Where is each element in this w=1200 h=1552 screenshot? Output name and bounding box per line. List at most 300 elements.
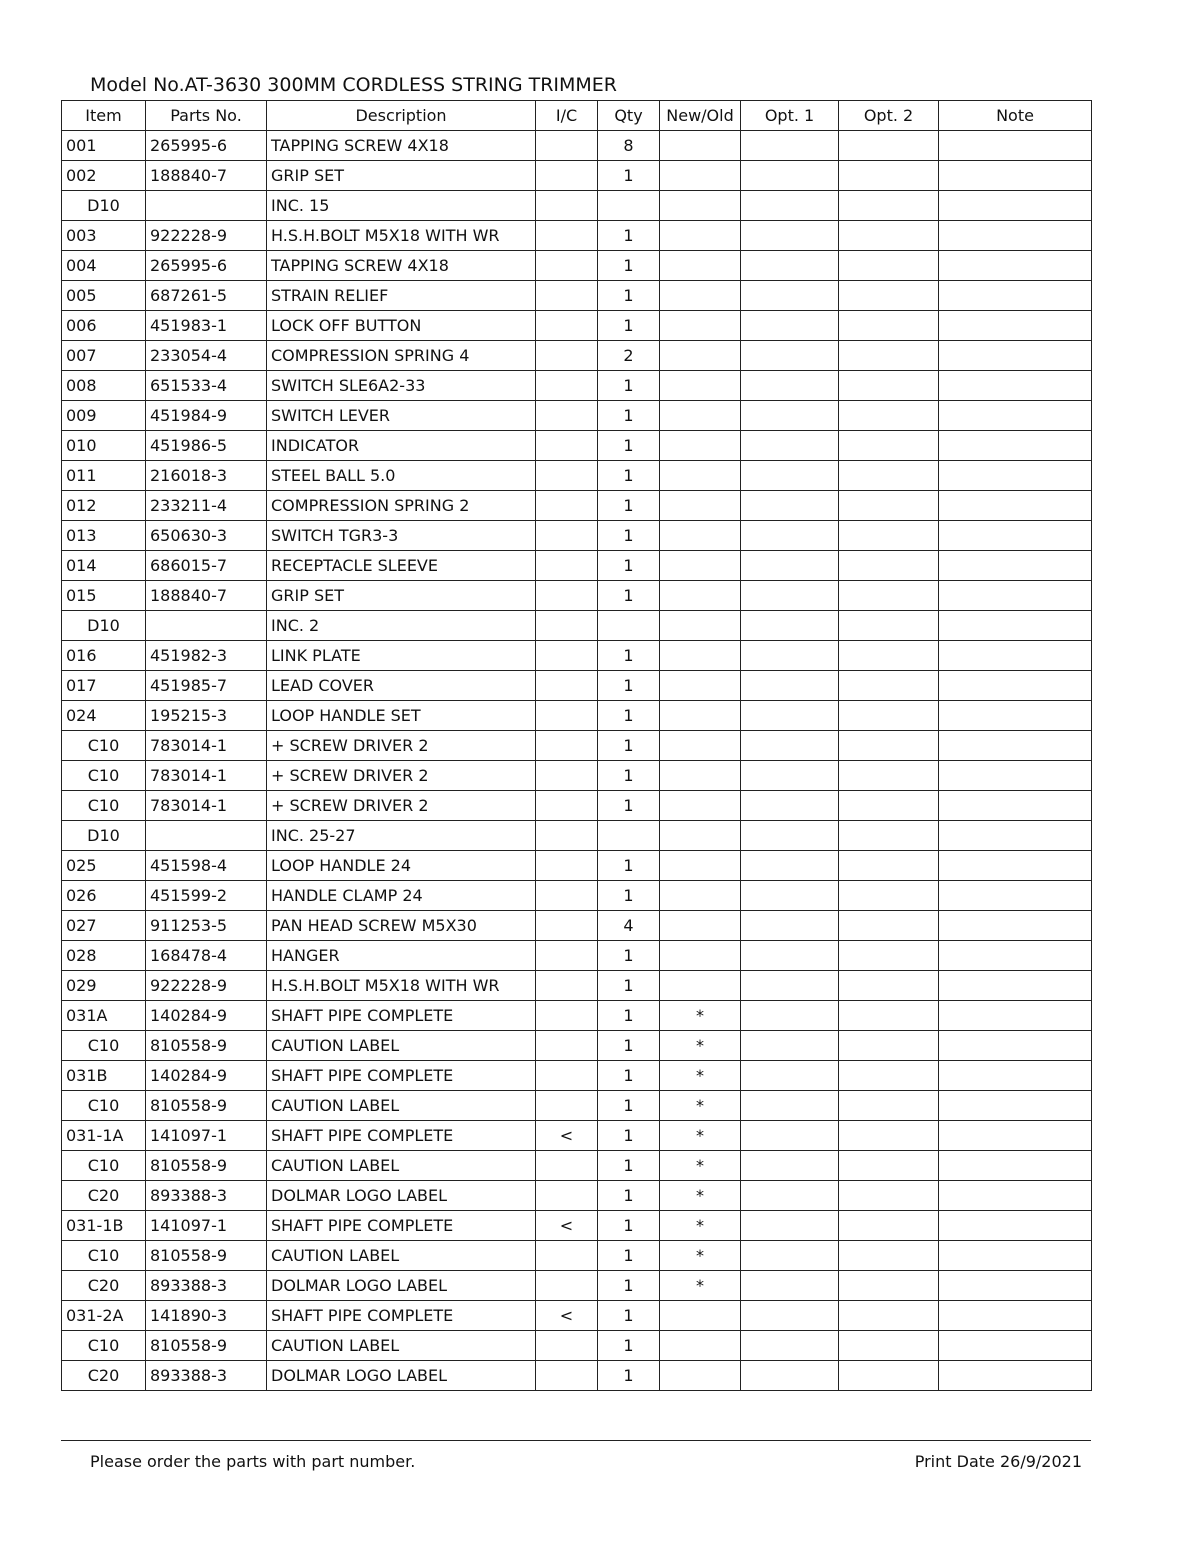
description-cell: STRAIN RELIEF: [267, 281, 536, 311]
qty-cell: 1: [598, 941, 660, 971]
ic-cell: [536, 1241, 598, 1271]
qty-cell: 8: [598, 131, 660, 161]
qty-cell: 1: [598, 251, 660, 281]
note-cell: [939, 791, 1092, 821]
part-number-cell: 451982-3: [146, 641, 267, 671]
opt-1-cell: [741, 701, 839, 731]
opt-2-cell: [839, 521, 939, 551]
table-row: [62, 371, 1092, 401]
qty-cell: 1: [598, 581, 660, 611]
item-cell: 029: [62, 971, 146, 1001]
new-old-cell: *: [660, 1061, 741, 1091]
item-cell: 007: [62, 341, 146, 371]
item-cell: 031-1B: [62, 1211, 146, 1241]
note-cell: [939, 491, 1092, 521]
ic-cell: [536, 851, 598, 881]
new-old-cell: [660, 911, 741, 941]
description-cell: LINK PLATE: [267, 641, 536, 671]
opt-2-cell: [839, 221, 939, 251]
opt-1-cell: [741, 1001, 839, 1031]
ic-cell: [536, 161, 598, 191]
description-cell: TAPPING SCREW 4X18: [267, 251, 536, 281]
opt-1-cell: [741, 1151, 839, 1181]
ic-cell: [536, 1271, 598, 1301]
note-cell: [939, 1091, 1092, 1121]
opt-2-cell: [839, 971, 939, 1001]
part-number-cell: 265995-6: [146, 131, 267, 161]
opt-1-cell: [741, 311, 839, 341]
note-cell: [939, 761, 1092, 791]
qty-cell: 1: [598, 761, 660, 791]
part-number-cell: [146, 191, 267, 221]
description-cell: + SCREW DRIVER 2: [267, 761, 536, 791]
part-number-cell: 451986-5: [146, 431, 267, 461]
ic-cell: [536, 1091, 598, 1121]
opt-2-cell: [839, 1271, 939, 1301]
ic-cell: [536, 401, 598, 431]
opt-1-cell: [741, 1361, 839, 1391]
opt-1-cell: [741, 161, 839, 191]
description-cell: H.S.H.BOLT M5X18 WITH WR: [267, 221, 536, 251]
item-cell: 017: [62, 671, 146, 701]
note-cell: [939, 551, 1092, 581]
ic-cell: [536, 131, 598, 161]
parts-table-body: [62, 131, 1092, 1391]
opt-1-cell: [741, 821, 839, 851]
opt-2-cell: [839, 371, 939, 401]
table-row: [62, 701, 1092, 731]
opt-1-cell: [741, 131, 839, 161]
ic-cell: [536, 281, 598, 311]
ic-cell: [536, 551, 598, 581]
note-cell: [939, 701, 1092, 731]
ic-cell: [536, 371, 598, 401]
note-cell: [939, 821, 1092, 851]
opt-1-cell: [741, 671, 839, 701]
item-cell: 012: [62, 491, 146, 521]
opt-1-cell: [741, 1121, 839, 1151]
table-row: [62, 1091, 1092, 1121]
item-cell: 002: [62, 161, 146, 191]
new-old-cell: [660, 851, 741, 881]
page-title: Model No.AT-3630 300MM CORDLESS STRING TRIMMER: [90, 74, 618, 96]
new-old-cell: *: [660, 1031, 741, 1061]
qty-cell: 1: [598, 401, 660, 431]
part-number-cell: 893388-3: [146, 1181, 267, 1211]
opt-2-cell: [839, 1061, 939, 1091]
part-number-cell: 188840-7: [146, 161, 267, 191]
description-cell: RECEPTACLE SLEEVE: [267, 551, 536, 581]
table-row: [62, 551, 1092, 581]
item-cell: C10: [62, 1331, 146, 1361]
part-number-cell: 783014-1: [146, 761, 267, 791]
part-number-cell: 265995-6: [146, 251, 267, 281]
description-cell: COMPRESSION SPRING 2: [267, 491, 536, 521]
table-row: [62, 1031, 1092, 1061]
item-cell: 025: [62, 851, 146, 881]
item-cell: 028: [62, 941, 146, 971]
description-cell: INDICATOR: [267, 431, 536, 461]
table-row: [62, 431, 1092, 461]
note-cell: [939, 611, 1092, 641]
item-cell: 005: [62, 281, 146, 311]
qty-cell: 1: [598, 491, 660, 521]
part-number-cell: 911253-5: [146, 911, 267, 941]
opt-2-cell: [839, 401, 939, 431]
item-cell: C20: [62, 1271, 146, 1301]
description-cell: STEEL BALL 5.0: [267, 461, 536, 491]
ic-cell: <: [536, 1211, 598, 1241]
table-row: [62, 821, 1092, 851]
note-cell: [939, 671, 1092, 701]
opt-2-cell: [839, 611, 939, 641]
qty-cell: 1: [598, 1091, 660, 1121]
part-number-cell: 140284-9: [146, 1001, 267, 1031]
item-cell: 009: [62, 401, 146, 431]
item-cell: 015: [62, 581, 146, 611]
table-row: [62, 761, 1092, 791]
item-cell: C20: [62, 1181, 146, 1211]
part-number-cell: 216018-3: [146, 461, 267, 491]
opt-1-cell: [741, 401, 839, 431]
item-cell: C10: [62, 1091, 146, 1121]
new-old-cell: [660, 641, 741, 671]
opt-2-cell: [839, 881, 939, 911]
description-cell: PAN HEAD SCREW M5X30: [267, 911, 536, 941]
item-cell: 031B: [62, 1061, 146, 1091]
qty-cell: 1: [598, 1361, 660, 1391]
description-cell: GRIP SET: [267, 581, 536, 611]
item-cell: C10: [62, 1241, 146, 1271]
qty-cell: 1: [598, 1181, 660, 1211]
ic-cell: [536, 611, 598, 641]
opt-2-cell: [839, 1001, 939, 1031]
table-row: [62, 1001, 1092, 1031]
ic-cell: [536, 1061, 598, 1091]
table-row: [62, 1121, 1092, 1151]
opt-1-cell: [741, 221, 839, 251]
order-note: Please order the parts with part number.: [90, 1452, 416, 1471]
part-number-cell: 141097-1: [146, 1121, 267, 1151]
table-row: [62, 581, 1092, 611]
opt-2-cell: [839, 671, 939, 701]
table-row: [62, 491, 1092, 521]
opt-1-cell: [741, 371, 839, 401]
description-cell: SHAFT PIPE COMPLETE: [267, 1001, 536, 1031]
description-cell: CAUTION LABEL: [267, 1241, 536, 1271]
description-cell: DOLMAR LOGO LABEL: [267, 1181, 536, 1211]
note-cell: [939, 1031, 1092, 1061]
description-cell: DOLMAR LOGO LABEL: [267, 1271, 536, 1301]
table-row: [62, 851, 1092, 881]
item-cell: 006: [62, 311, 146, 341]
opt-1-cell: [741, 1181, 839, 1211]
part-number-cell: 783014-1: [146, 791, 267, 821]
new-old-cell: *: [660, 1151, 741, 1181]
table-row: [62, 341, 1092, 371]
opt-1-cell: [741, 911, 839, 941]
item-cell: 031-1A: [62, 1121, 146, 1151]
parts-table: [61, 100, 1092, 1391]
description-cell: LEAD COVER: [267, 671, 536, 701]
opt-2-cell: [839, 551, 939, 581]
opt-2-cell: [839, 1331, 939, 1361]
opt-2-cell: [839, 911, 939, 941]
note-cell: [939, 341, 1092, 371]
opt-2-cell: [839, 791, 939, 821]
description-cell: SWITCH TGR3-3: [267, 521, 536, 551]
qty-cell: 1: [598, 431, 660, 461]
item-cell: 004: [62, 251, 146, 281]
opt-1-cell: [741, 341, 839, 371]
column-header-description: Description: [267, 101, 536, 131]
ic-cell: [536, 881, 598, 911]
part-number-cell: 451984-9: [146, 401, 267, 431]
qty-cell: 1: [598, 1001, 660, 1031]
new-old-cell: [660, 281, 741, 311]
ic-cell: [536, 1331, 598, 1361]
opt-2-cell: [839, 1301, 939, 1331]
table-row: [62, 161, 1092, 191]
table-header-row: [62, 101, 1092, 131]
part-number-cell: 451985-7: [146, 671, 267, 701]
qty-cell: 1: [598, 791, 660, 821]
opt-1-cell: [741, 1061, 839, 1091]
new-old-cell: *: [660, 1121, 741, 1151]
description-cell: H.S.H.BOLT M5X18 WITH WR: [267, 971, 536, 1001]
ic-cell: [536, 311, 598, 341]
footer-divider: [61, 1440, 1091, 1441]
opt-2-cell: [839, 641, 939, 671]
ic-cell: [536, 731, 598, 761]
note-cell: [939, 881, 1092, 911]
column-header-qty: Qty: [598, 101, 660, 131]
opt-1-cell: [741, 1271, 839, 1301]
table-row: [62, 911, 1092, 941]
item-cell: 013: [62, 521, 146, 551]
opt-2-cell: [839, 581, 939, 611]
new-old-cell: [660, 971, 741, 1001]
ic-cell: [536, 191, 598, 221]
ic-cell: [536, 761, 598, 791]
part-number-cell: 810558-9: [146, 1241, 267, 1271]
new-old-cell: [660, 161, 741, 191]
description-cell: SHAFT PIPE COMPLETE: [267, 1121, 536, 1151]
column-header-note: Note: [939, 101, 1092, 131]
part-number-cell: 233211-4: [146, 491, 267, 521]
new-old-cell: [660, 611, 741, 641]
ic-cell: [536, 941, 598, 971]
table-row: [62, 221, 1092, 251]
new-old-cell: *: [660, 1271, 741, 1301]
opt-2-cell: [839, 1361, 939, 1391]
new-old-cell: [660, 191, 741, 221]
description-cell: TAPPING SCREW 4X18: [267, 131, 536, 161]
new-old-cell: *: [660, 1091, 741, 1121]
new-old-cell: [660, 581, 741, 611]
part-number-cell: 783014-1: [146, 731, 267, 761]
column-header-item: Item: [62, 101, 146, 131]
qty-cell: 1: [598, 731, 660, 761]
part-number-cell: [146, 821, 267, 851]
qty-cell: 1: [598, 221, 660, 251]
opt-2-cell: [839, 1121, 939, 1151]
opt-2-cell: [839, 731, 939, 761]
table-row: [62, 1061, 1092, 1091]
item-cell: C20: [62, 1361, 146, 1391]
table-row: [62, 401, 1092, 431]
opt-2-cell: [839, 1151, 939, 1181]
item-cell: D10: [62, 611, 146, 641]
ic-cell: [536, 341, 598, 371]
column-header-ic: I/C: [536, 101, 598, 131]
table-row: [62, 671, 1092, 701]
description-cell: + SCREW DRIVER 2: [267, 791, 536, 821]
item-cell: C10: [62, 761, 146, 791]
note-cell: [939, 221, 1092, 251]
new-old-cell: [660, 1361, 741, 1391]
item-cell: C10: [62, 1031, 146, 1061]
column-header-parts-no: Parts No.: [146, 101, 267, 131]
item-cell: C10: [62, 731, 146, 761]
opt-1-cell: [741, 851, 839, 881]
description-cell: HANGER: [267, 941, 536, 971]
description-cell: SHAFT PIPE COMPLETE: [267, 1301, 536, 1331]
note-cell: [939, 1151, 1092, 1181]
opt-1-cell: [741, 1301, 839, 1331]
table-row: [62, 611, 1092, 641]
new-old-cell: [660, 881, 741, 911]
new-old-cell: [660, 761, 741, 791]
part-number-cell: 168478-4: [146, 941, 267, 971]
table-row: [62, 641, 1092, 671]
note-cell: [939, 1061, 1092, 1091]
ic-cell: [536, 251, 598, 281]
description-cell: INC. 2: [267, 611, 536, 641]
opt-1-cell: [741, 461, 839, 491]
description-cell: GRIP SET: [267, 161, 536, 191]
qty-cell: 1: [598, 371, 660, 401]
ic-cell: [536, 581, 598, 611]
new-old-cell: [660, 701, 741, 731]
note-cell: [939, 311, 1092, 341]
part-number-cell: 810558-9: [146, 1031, 267, 1061]
description-cell: LOOP HANDLE 24: [267, 851, 536, 881]
part-number-cell: 141890-3: [146, 1301, 267, 1331]
opt-2-cell: [839, 311, 939, 341]
qty-cell: 1: [598, 161, 660, 191]
column-header-opt-1: Opt. 1: [741, 101, 839, 131]
opt-1-cell: [741, 791, 839, 821]
note-cell: [939, 251, 1092, 281]
description-cell: SHAFT PIPE COMPLETE: [267, 1211, 536, 1241]
ic-cell: <: [536, 1301, 598, 1331]
qty-cell: 1: [598, 1031, 660, 1061]
part-number-cell: 810558-9: [146, 1151, 267, 1181]
opt-1-cell: [741, 551, 839, 581]
ic-cell: [536, 821, 598, 851]
new-old-cell: [660, 1331, 741, 1361]
ic-cell: [536, 1001, 598, 1031]
opt-1-cell: [741, 581, 839, 611]
opt-1-cell: [741, 611, 839, 641]
part-number-cell: 140284-9: [146, 1061, 267, 1091]
opt-2-cell: [839, 851, 939, 881]
opt-2-cell: [839, 281, 939, 311]
part-number-cell: 893388-3: [146, 1271, 267, 1301]
note-cell: [939, 1121, 1092, 1151]
part-number-cell: 141097-1: [146, 1211, 267, 1241]
qty-cell: 2: [598, 341, 660, 371]
item-cell: 014: [62, 551, 146, 581]
ic-cell: [536, 791, 598, 821]
item-cell: 008: [62, 371, 146, 401]
new-old-cell: [660, 821, 741, 851]
description-cell: COMPRESSION SPRING 4: [267, 341, 536, 371]
opt-2-cell: [839, 431, 939, 461]
qty-cell: 1: [598, 1301, 660, 1331]
note-cell: [939, 731, 1092, 761]
description-cell: INC. 25-27: [267, 821, 536, 851]
note-cell: [939, 911, 1092, 941]
note-cell: [939, 281, 1092, 311]
note-cell: [939, 1331, 1092, 1361]
item-cell: 003: [62, 221, 146, 251]
new-old-cell: [660, 731, 741, 761]
table-row: [62, 1181, 1092, 1211]
new-old-cell: [660, 311, 741, 341]
note-cell: [939, 161, 1092, 191]
table-row: [62, 281, 1092, 311]
part-number-cell: [146, 611, 267, 641]
opt-2-cell: [839, 131, 939, 161]
qty-cell: [598, 191, 660, 221]
opt-2-cell: [839, 491, 939, 521]
note-cell: [939, 461, 1092, 491]
part-number-cell: 686015-7: [146, 551, 267, 581]
ic-cell: [536, 971, 598, 1001]
opt-1-cell: [741, 491, 839, 521]
opt-2-cell: [839, 941, 939, 971]
opt-1-cell: [741, 251, 839, 281]
part-number-cell: 810558-9: [146, 1091, 267, 1121]
qty-cell: [598, 821, 660, 851]
ic-cell: [536, 1181, 598, 1211]
description-cell: + SCREW DRIVER 2: [267, 731, 536, 761]
note-cell: [939, 191, 1092, 221]
ic-cell: [536, 1361, 598, 1391]
opt-2-cell: [839, 1181, 939, 1211]
item-cell: 011: [62, 461, 146, 491]
ic-cell: [536, 911, 598, 941]
item-cell: C10: [62, 791, 146, 821]
note-cell: [939, 1181, 1092, 1211]
qty-cell: 1: [598, 1241, 660, 1271]
opt-1-cell: [741, 761, 839, 791]
print-date: Print Date 26/9/2021: [914, 1452, 1082, 1471]
note-cell: [939, 371, 1092, 401]
qty-cell: 1: [598, 701, 660, 731]
new-old-cell: [660, 1301, 741, 1331]
ic-cell: [536, 491, 598, 521]
opt-1-cell: [741, 971, 839, 1001]
new-old-cell: [660, 521, 741, 551]
ic-cell: [536, 461, 598, 491]
item-cell: C10: [62, 1151, 146, 1181]
opt-1-cell: [741, 881, 839, 911]
note-cell: [939, 401, 1092, 431]
opt-2-cell: [839, 461, 939, 491]
